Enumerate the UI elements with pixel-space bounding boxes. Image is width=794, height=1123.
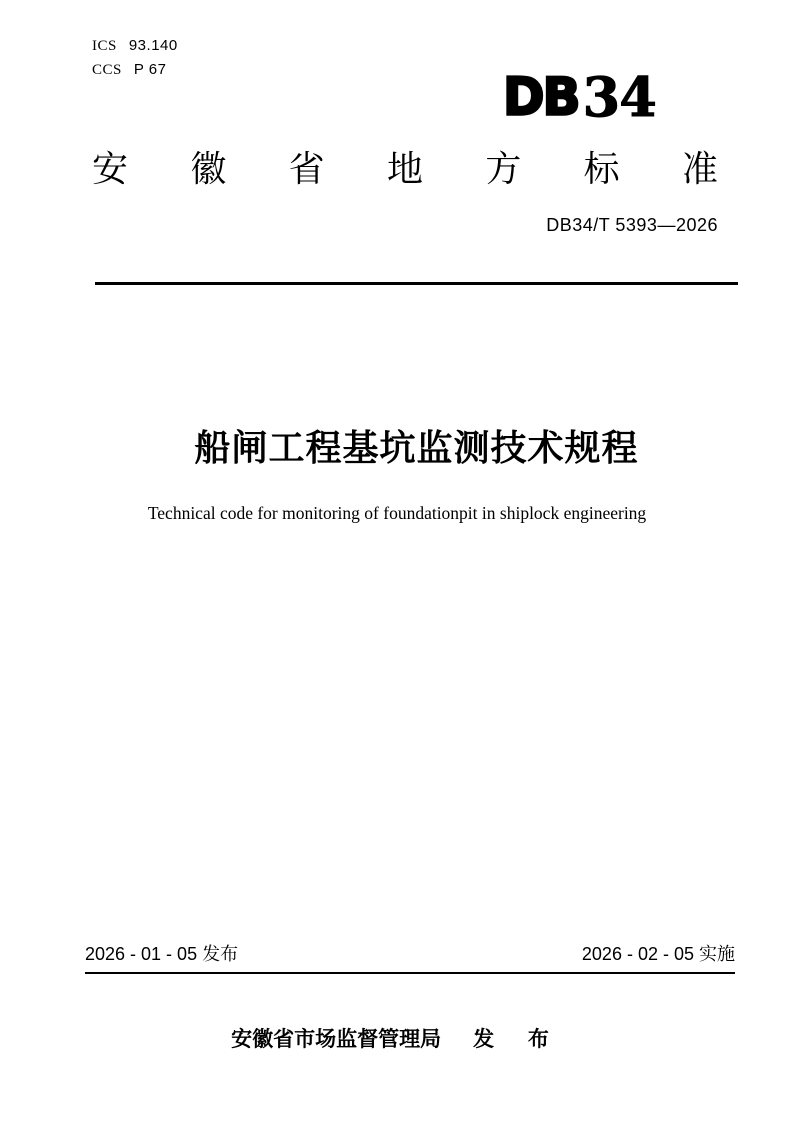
bottom-rule <box>85 972 735 974</box>
standard-name-char: 方 <box>485 148 522 189</box>
document-subtitle-en: Technical code for monitoring of foundationpit in shiplock engineering <box>147 503 647 523</box>
standard-name-char: 地 <box>386 148 423 189</box>
dates-row <box>85 941 735 967</box>
document-title: 船闸工程基坑监测技术规程 <box>194 427 639 468</box>
ccs-line <box>92 58 178 82</box>
standard-name-char: 安 <box>92 148 129 189</box>
standard-name-char: 准 <box>681 148 718 189</box>
ics-ccs-block <box>92 34 178 82</box>
ics-code: 93.140 <box>128 37 178 54</box>
ics-line <box>92 34 178 58</box>
standard-name <box>92 148 718 190</box>
standard-name-char: 标 <box>583 148 620 189</box>
implement-date: 2026 - 02 - 05 实施 <box>581 944 735 964</box>
ccs-code: P 67 <box>133 61 167 78</box>
issue-date: 2026 - 01 - 05 发布 <box>85 944 239 964</box>
ccs-label: CCS <box>92 62 122 78</box>
standard-number: DB34/T 5393—2026 <box>546 215 718 235</box>
db34-logo-num: 34 <box>582 65 656 129</box>
top-rule <box>95 282 738 285</box>
standard-name-char: 省 <box>288 148 325 189</box>
db34-logo <box>503 65 689 129</box>
publisher-name: 安徽省市场监督管理局 <box>231 1028 442 1051</box>
standard-name-char: 徽 <box>190 148 227 189</box>
db34-logo-db: DB <box>503 66 579 128</box>
ics-label: ICS <box>92 38 117 54</box>
publisher-action: 发 布 <box>473 1028 563 1051</box>
publisher-line <box>0 1026 794 1054</box>
